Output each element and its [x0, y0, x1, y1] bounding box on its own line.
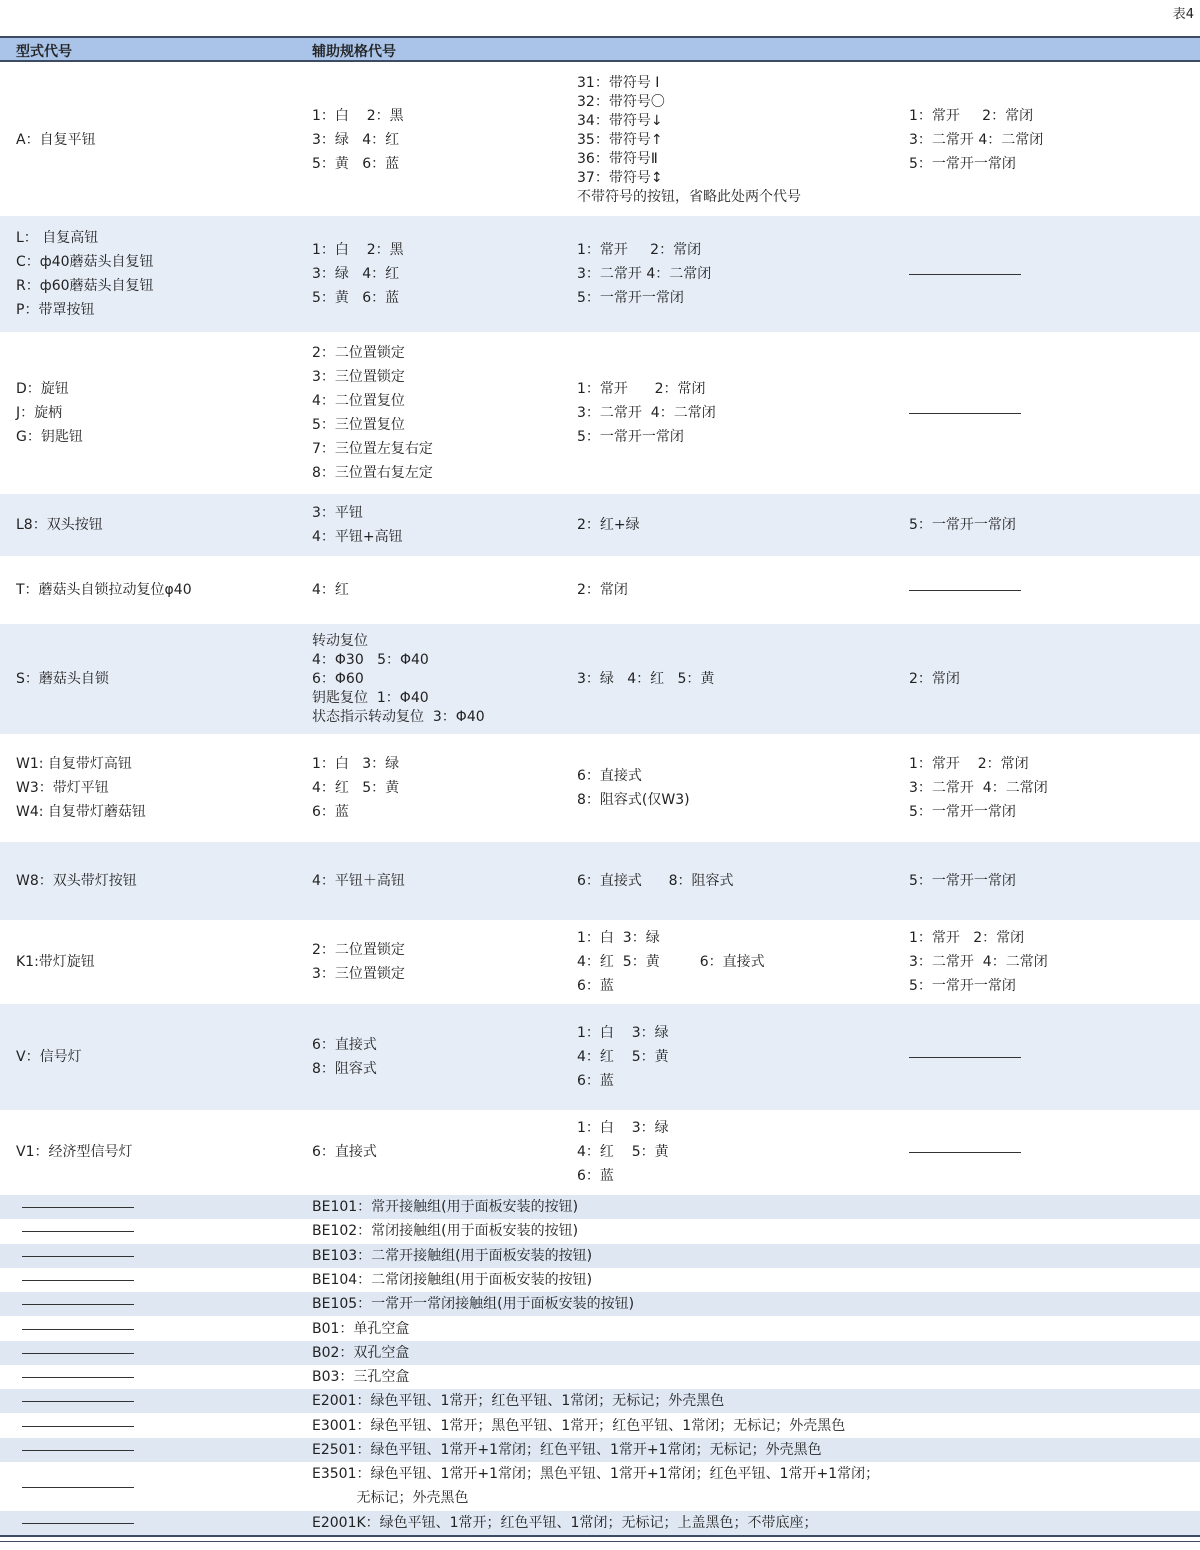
- cell-line: R：ф60蘑菇头自复钮: [16, 278, 154, 294]
- contact-cell: [909, 494, 1194, 556]
- cell-line: 1：白 2：黑: [312, 108, 404, 124]
- option-cell: [577, 332, 907, 494]
- cell-line: 4：红 5：黄: [312, 780, 400, 796]
- cell-line: 1：白 3：绿: [577, 1025, 669, 1041]
- not-applicable-dash: [22, 1256, 134, 1257]
- cell-line: 1：白 3：绿: [577, 1120, 669, 1136]
- contact-cell: [909, 216, 1194, 332]
- cell-line: 2：二位置锁定: [312, 942, 405, 958]
- option-cell: [577, 920, 907, 1004]
- not-applicable-dash: [909, 1057, 1021, 1058]
- accessory-line: B03：三孔空盒: [312, 1369, 410, 1386]
- accessory-row: [0, 1244, 1200, 1268]
- cell-line: 4：平钮+高钮: [312, 529, 403, 545]
- table-row: [0, 556, 1200, 624]
- option-cell: [577, 1110, 907, 1194]
- cell-line: 1：常开 2：常闭: [909, 108, 1034, 124]
- cell-line: 2：红+绿: [577, 517, 640, 533]
- option-cell: [577, 1004, 907, 1110]
- cell-line: 2：常闭: [577, 582, 628, 598]
- not-applicable-dash: [22, 1523, 134, 1524]
- cell-line: 3：二常开 4：二常闭: [577, 405, 716, 421]
- cell-line: 5：一常开一常闭: [909, 978, 1016, 994]
- not-applicable-dash: [22, 1377, 134, 1378]
- table-row: [0, 494, 1200, 556]
- cell-line: 35：带符号↑: [577, 131, 663, 148]
- accessory-line: E3001：绿色平钮、1常开；黑色平钮、1常开；红色平钮、1常闭；无标记；外壳黑色: [312, 1417, 846, 1434]
- accessory-row: [0, 1462, 1200, 1511]
- cell-line: 3：二常开 4：二常闭: [909, 954, 1048, 970]
- not-applicable-dash: [909, 590, 1021, 591]
- aux-spec-cell: [312, 332, 574, 494]
- contact-cell: [909, 624, 1194, 734]
- table-bottom-rule-thin: [0, 1541, 1200, 1542]
- cell-line: L8：双头按钮: [16, 517, 103, 533]
- cell-line: 31：带符号 I: [577, 74, 660, 91]
- model-code-cell: [16, 332, 306, 494]
- header-aux-spec-code: 辅助规格代号: [312, 44, 396, 60]
- cell-line: S：蘑菇头自锁: [16, 671, 109, 687]
- table-row: [0, 624, 1200, 734]
- aux-spec-cell: [312, 64, 574, 216]
- cell-line: 6：Φ60: [312, 670, 364, 687]
- aux-spec-cell: [312, 842, 574, 920]
- accessory-line: BE102：常闭接触组(用于面板安装的按钮): [312, 1223, 579, 1240]
- table-row: [0, 1110, 1200, 1194]
- cell-line: 1：常开 2：常闭: [909, 756, 1029, 772]
- cell-line: K1:带灯旋钮: [16, 954, 95, 970]
- cell-line: 5：黄 6：蓝: [312, 290, 400, 306]
- cell-line: 6：直接式 8：阻容式: [577, 873, 734, 889]
- cell-line: 8：阻容式(仅W3): [577, 792, 690, 808]
- accessory-description: [312, 1462, 879, 1510]
- accessory-description: [312, 1292, 634, 1316]
- model-code-cell: [16, 494, 306, 556]
- cell-line: 5：一常开一常闭: [909, 517, 1016, 533]
- option-cell: [577, 556, 907, 624]
- aux-spec-cell: [312, 734, 574, 842]
- cell-line: 3：绿 4：红 5：黄: [577, 671, 715, 687]
- cell-line: 4：红: [312, 582, 349, 598]
- not-applicable-dash: [22, 1329, 134, 1330]
- cell-line: 36：带符号Ⅱ: [577, 150, 658, 167]
- cell-line: 6：直接式: [577, 768, 642, 784]
- cell-line: 6：蓝: [577, 978, 614, 994]
- cell-line: 5：一常开一常闭: [909, 156, 1016, 172]
- cell-line: T：蘑菇头自锁拉动复位φ40: [16, 582, 192, 598]
- aux-spec-cell: [312, 920, 574, 1004]
- cell-line: 34：带符号↓: [577, 112, 663, 129]
- cell-line: 1：常开 2：常闭: [577, 242, 702, 258]
- cell-line: 3：三位置锁定: [312, 966, 405, 982]
- accessory-description: [312, 1195, 578, 1219]
- accessory-description: [312, 1389, 724, 1413]
- option-cell: [577, 842, 907, 920]
- table-row: [0, 216, 1200, 332]
- option-cell: [577, 734, 907, 842]
- cell-line: A：自复平钮: [16, 132, 96, 148]
- cell-line: 4：Φ30 5：Φ40: [312, 651, 429, 668]
- contact-cell: [909, 842, 1194, 920]
- accessory-line: 无标记；外壳黑色: [312, 1490, 469, 1507]
- accessory-line: B01：单孔空盒: [312, 1320, 410, 1337]
- accessory-row: [0, 1195, 1200, 1219]
- contact-cell: [909, 556, 1194, 624]
- cell-line: 1：常开 2：常闭: [577, 381, 706, 397]
- cell-line: V1：经济型信号灯: [16, 1144, 133, 1160]
- cell-line: 8：三位置右复左定: [312, 465, 433, 481]
- model-code-cell: [16, 556, 306, 624]
- cell-line: 3：二常开 4：二常闭: [577, 266, 712, 282]
- table-row: [0, 1004, 1200, 1110]
- option-cell: [577, 216, 907, 332]
- option-cell: [577, 64, 907, 216]
- accessory-row: [0, 1341, 1200, 1365]
- cell-line: 7：三位置左复右定: [312, 441, 433, 457]
- not-applicable-dash: [22, 1487, 134, 1488]
- cell-line: P：带罩按钮: [16, 302, 95, 318]
- accessory-description: [312, 1317, 409, 1341]
- accessory-description: [312, 1244, 592, 1268]
- not-applicable-dash: [909, 274, 1021, 275]
- cell-line: 转动复位: [312, 632, 368, 649]
- cell-line: 3：三位置锁定: [312, 369, 405, 385]
- accessory-row: [0, 1219, 1200, 1243]
- cell-line: L： 自复高钮: [16, 230, 99, 246]
- not-applicable-dash: [22, 1207, 134, 1208]
- cell-line: 5：三位置复位: [312, 417, 405, 433]
- cell-line: 1：白 2：黑: [312, 242, 404, 258]
- table-row: [0, 64, 1200, 216]
- table-header: [0, 36, 1200, 62]
- cell-line: G：钥匙钮: [16, 429, 83, 445]
- accessory-row: [0, 1389, 1200, 1413]
- option-cell: [577, 494, 907, 556]
- accessory-line: E2501：绿色平钮、1常开+1常闭；红色平钮、1常开+1常闭；无标记；外壳黑色: [312, 1442, 822, 1458]
- aux-spec-cell: [312, 494, 574, 556]
- contact-cell: [909, 734, 1194, 842]
- accessory-description: [312, 1511, 817, 1535]
- not-applicable-dash: [909, 1152, 1021, 1153]
- cell-line: 5：一常开一常闭: [909, 873, 1016, 889]
- accessory-description: [312, 1438, 822, 1462]
- contact-cell: [909, 64, 1194, 216]
- not-applicable-dash: [22, 1401, 134, 1402]
- model-code-cell: [16, 842, 306, 920]
- cell-line: 不带符号的按钮，省略此处两个代号: [577, 188, 801, 205]
- table-label: 表4: [1172, 7, 1194, 22]
- cell-line: 6：蓝: [577, 1073, 614, 1089]
- aux-spec-cell: [312, 1004, 574, 1110]
- contact-cell: [909, 1110, 1194, 1194]
- aux-spec-cell: [312, 216, 574, 332]
- aux-spec-cell: [312, 556, 574, 624]
- not-applicable-dash: [22, 1450, 134, 1451]
- cell-line: 1：白 3：绿: [577, 930, 660, 946]
- accessory-row: [0, 1317, 1200, 1341]
- cell-line: 3：二常开 4：二常闭: [909, 132, 1044, 148]
- table-row: [0, 842, 1200, 920]
- cell-line: 1：常开 2：常闭: [909, 930, 1025, 946]
- cell-line: V：信号灯: [16, 1049, 82, 1065]
- aux-spec-cell: [312, 1110, 574, 1194]
- cell-line: 6：直接式: [312, 1037, 377, 1053]
- cell-line: 4：二位置复位: [312, 393, 405, 409]
- cell-line: W4: 自复带灯蘑菇钮: [16, 804, 146, 820]
- cell-line: D：旋钮: [16, 381, 69, 397]
- cell-line: W3：带灯平钮: [16, 780, 109, 796]
- model-code-cell: [16, 216, 306, 332]
- cell-line: 6：蓝: [577, 1168, 614, 1184]
- table-row: [0, 734, 1200, 842]
- cell-line: 6：蓝: [312, 804, 349, 820]
- accessory-line: B02：双孔空盒: [312, 1344, 410, 1361]
- accessory-row: [0, 1511, 1200, 1535]
- not-applicable-dash: [22, 1426, 134, 1427]
- cell-line: 状态指示转动复位 3：Φ40: [312, 708, 485, 725]
- accessory-line: E3501：绿色平钮、1常开+1常闭；黑色平钮、1常开+1常闭；红色平钮、1常开+1常闭；: [312, 1466, 880, 1483]
- not-applicable-dash: [22, 1231, 134, 1232]
- accessory-line: BE105：一常开一常闭接触组(用于面板安装的按钮): [312, 1296, 635, 1313]
- cell-line: 32：带符号〇: [577, 93, 665, 110]
- contact-cell: [909, 1004, 1194, 1110]
- cell-line: 5：一常开一常闭: [909, 804, 1016, 820]
- cell-line: 3：平钮: [312, 505, 363, 521]
- cell-line: 8：阻容式: [312, 1061, 377, 1077]
- accessory-row: [0, 1365, 1200, 1389]
- cell-line: 2：二位置锁定: [312, 345, 405, 361]
- cell-line: 5：一常开一常闭: [577, 429, 684, 445]
- cell-line: C：ф40蘑菇头自复钮: [16, 254, 154, 270]
- cell-line: 1：白 3：绿: [312, 756, 400, 772]
- accessory-description: [312, 1414, 845, 1438]
- accessory-line: E2001：绿色平钮、1常开；红色平钮、1常闭；无标记；外壳黑色: [312, 1393, 725, 1410]
- cell-line: W1: 自复带灯高钮: [16, 756, 132, 772]
- table-bottom-rule: [0, 1535, 1200, 1537]
- accessory-row: [0, 1268, 1200, 1292]
- table-row: [0, 332, 1200, 494]
- cell-line: 3：绿 4：红: [312, 266, 400, 282]
- cell-line: 4：红 5：黄 6：直接式: [577, 954, 765, 970]
- not-applicable-dash: [22, 1280, 134, 1281]
- cell-line: W8：双头带灯按钮: [16, 873, 137, 889]
- cell-line: 3：绿 4：红: [312, 132, 400, 148]
- accessory-row: [0, 1292, 1200, 1316]
- accessory-line: BE103：二常开接触组(用于面板安装的按钮): [312, 1247, 593, 1264]
- cell-line: 6：直接式: [312, 1144, 377, 1160]
- cell-line: 2：常闭: [909, 671, 960, 687]
- accessory-row: [0, 1438, 1200, 1462]
- cell-line: 钥匙复位 1：Φ40: [312, 689, 429, 706]
- cell-line: 4：平钮＋高钮: [312, 873, 405, 889]
- model-code-cell: [16, 64, 306, 216]
- accessory-line: E2001K：绿色平钮、1常开；红色平钮、1常闭；无标记；上盖黑色；不带底座；: [312, 1515, 818, 1532]
- table-row: [0, 920, 1200, 1004]
- accessory-description: [312, 1268, 592, 1292]
- aux-spec-cell: [312, 624, 574, 734]
- model-code-cell: [16, 1004, 306, 1110]
- not-applicable-dash: [22, 1353, 134, 1354]
- accessory-description: [312, 1341, 409, 1365]
- accessory-row: [0, 1414, 1200, 1438]
- model-code-cell: [16, 734, 306, 842]
- contact-cell: [909, 920, 1194, 1004]
- cell-line: J：旋柄: [16, 405, 63, 421]
- not-applicable-dash: [22, 1304, 134, 1305]
- model-code-cell: [16, 624, 306, 734]
- cell-line: 5：一常开一常闭: [577, 290, 684, 306]
- header-model-code: 型式代号: [16, 44, 72, 60]
- cell-line: 5：黄 6：蓝: [312, 156, 400, 172]
- model-code-cell: [16, 1110, 306, 1194]
- accessory-line: BE104：二常闭接触组(用于面板安装的按钮): [312, 1271, 593, 1288]
- cell-line: 3：二常开 4：二常闭: [909, 780, 1048, 796]
- contact-cell: [909, 332, 1194, 494]
- accessory-description: [312, 1365, 409, 1389]
- cell-line: 37：带符号↕: [577, 169, 663, 186]
- not-applicable-dash: [909, 413, 1021, 414]
- model-code-cell: [16, 920, 306, 1004]
- cell-line: 4：红 5：黄: [577, 1049, 669, 1065]
- option-cell: [577, 624, 907, 734]
- accessory-description: [312, 1219, 578, 1243]
- accessory-line: BE101：常开接触组(用于面板安装的按钮): [312, 1199, 579, 1215]
- cell-line: 4：红 5：黄: [577, 1144, 669, 1160]
